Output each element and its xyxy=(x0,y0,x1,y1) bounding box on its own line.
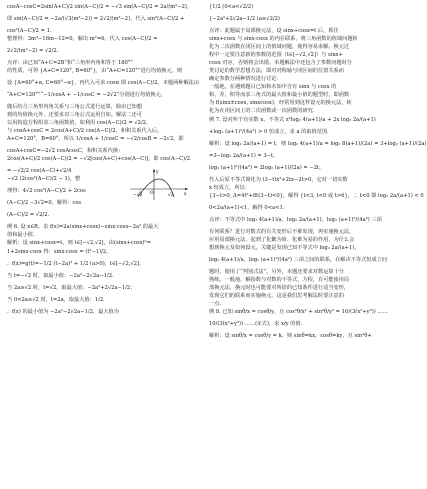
text-line: 当 t=−√2 时，取最小值：−2a²−2√2a−1/2. xyxy=(7,272,114,279)
text-line: 想到换元及如何设元，关键是发现已知不等式中 log₂ 2a/(a+1)， xyxy=(209,244,360,251)
text-line: cosA+cosC=−2√2 cosAcosC，和积关系代换： xyxy=(7,148,124,155)
text-line: {3−t>0, Δ=4t²+8t(3−t)<0}，解得 {t<3, t<0 或 t>6}，∴ t<0 即 log₂ 2a/(a+1) < 0 xyxy=(209,192,424,199)
text-line: (A−C)/2 = √2/2. xyxy=(7,212,50,219)
text-line: 化为在闭区间上的二次函数或一次函数的研究. xyxy=(209,108,315,115)
label-pos-root2: √2 xyxy=(168,193,174,199)
text-line: 点评：此题属于局部换元法，设 sinx+cosx=t 后，抓住 xyxy=(209,28,339,34)
text-line: 设 {A=60°+α, C=60°−α}，再代入可求 cosα 即 cos(A−C)/2，本题两种解法由 xyxy=(7,80,200,87)
text-line: 熟练。一般地，解指数与对数的不等式、方程，有可能使用局 xyxy=(209,276,350,283)
text-line: = −√2/2 cos(A−C)+√2/4 xyxy=(7,168,72,175)
text-line: 整理得：3m⁴−16m−12=0，解出 m²=6，代入 cos(A−C)/2 = xyxy=(7,36,158,43)
text-line: 一点. xyxy=(209,300,222,307)
text-line: 有何联系？进行对数式的有关变形后不难发现，再实施换元法， xyxy=(209,228,355,235)
graph-row xyxy=(7,167,190,223)
text-line: 到的均值换元外，还要求对三角公式运用自如。解法二还可 xyxy=(7,112,142,119)
text-line: 当 0<2a≤√2 时，t=2a，取最大值：1/2. xyxy=(7,296,105,303)
text-line: 10/(3(x²+y²)) ……(②式)，求 x/y 的值. xyxy=(209,320,303,327)
text-line: 与 cosA+cosC = 2cos(A+C)/2 cos(A−C)/2，和积关系代入后， xyxy=(7,128,163,135)
text-line: 即 sin(A−C)/2 = −2a/(√3(m²−2)) = 2√2/(m²−2)，代入 sin²(A−C)/2 + xyxy=(7,16,185,22)
text-line: 理得：4√2 cos²(A−C)/2 + 2cos xyxy=(7,188,86,195)
text-line: 0<2a/(a+1)<1，解得 0<a<1. xyxy=(209,204,285,211)
text-line: 类讨论的数学思想方法，即对对称轴与闭区间的位置关系而 xyxy=(209,68,344,75)
left-column xyxy=(7,3,200,320)
text-line: cosx 对应，否则将会出错。本题解法中还包含了参数问题时分 xyxy=(209,60,352,67)
text-line: 例 7. 设对所于有实数 x，不等式 x²log₂ 4(a+1)/a + 2x log₂ 2a/(a+1) xyxy=(209,116,376,123)
text-line: {1/2 (0<a<√2/2) xyxy=(209,4,254,10)
text-line: 化为二次函数在闭区间上的值域问题，使得容易求解。换元过 xyxy=(209,44,350,51)
text-line: 2cos(A+C)/2 cos(A−C)/2 = −√2[cos(A+C)+cos(A−C)]，即 cos(A−C)/2 xyxy=(7,156,191,163)
text-line: 代入后原不等式简化为 (3−t)x²+2tx−2t>0，它对一切实数 xyxy=(209,176,348,183)
text-line: A+C=120°，B=60°，所以 1/cosA + 1/cosC = −√2/cosB = −2√2，即 xyxy=(7,136,184,143)
text-line: ∴ f(x) 的最小值为 −2a²−2√2a−1/2，最大值为 xyxy=(7,308,119,315)
text-line: 和、差、积等而求三角式的最大值和最小值的题型时，即函数 xyxy=(209,92,350,99)
text-line: (A−C)/2 −3√2=0，解得：cos xyxy=(7,200,82,207)
text-line: 例 6. 设 x∈R，求 f(x)=2a(sinx+cosx)−sinx·cosx−2a² 的最大 xyxy=(7,224,159,231)
text-line: ∴ f(x)=g(t)=−1/2 (t−2a)² + 1/2 (a>0)，t∈[−√2,√2]. xyxy=(7,260,141,267)
text-line: cos²(A−C)/2 = 1. xyxy=(7,28,52,34)
text-line: 一般地，在遇到题目已知和未知中含有 sinx 与 cosx 的 xyxy=(209,84,337,91)
text-line: 解析：设 log₂ 2a/(a+1) = t，则 log₂ 4(a+1)/a = log₂ 8(a+1)/(2a) = 3+log₂ (a+1)/(2a) xyxy=(209,140,427,147)
text-line: 部换元法，换元时也可能要对所给的已知条件进行适当变形， xyxy=(209,284,350,291)
text-line: −√2 (2cos²(A−C)/2 − 1)，整 xyxy=(7,176,81,183)
text-line: +log₂ (a+1)²/(4a²) > 0 恒成立，求 a 的取值范围. xyxy=(209,128,329,135)
parabola-figure xyxy=(128,167,190,201)
text-line: 2√2/(m²−2) = √2/2. xyxy=(7,48,59,55)
text-line: 确定参数分两种情况进行讨论. xyxy=(209,76,279,83)
text-line: 的性质，可得 {A+C=120°, B=60°}，由“A+C=120°”进行均值换元，则 xyxy=(7,68,183,75)
y-axis-arrow xyxy=(153,169,155,172)
text-line: 解析：设 sinx+cosx=t，则 t∈[−√2,√2]，由(sinx+cosx)²= xyxy=(7,240,151,247)
text-line: 当 2a≥√2 时，t=√2，取最大值：−2a²+2√2a−1/2； xyxy=(7,284,136,291)
text-line: 程中一定要注意新的参数的范围（t∈[−√2,√2]）与 sinx+ xyxy=(209,52,343,59)
text-line: 题时，使用了“判别式法”。另外，本题还要求对数运算十分 xyxy=(209,268,344,275)
label-x: x xyxy=(184,192,187,198)
text-line: 为 f(sinx±cosx, sinxcosx)，经常用到这样设元的换元法，转 xyxy=(209,100,352,107)
label-neg-root2: −√2 xyxy=(133,193,143,199)
text-line: 点评：不等式中 log₂ 4(a+1)/a、log₂ 2a/(a+1)、log₂ (a+1)²/(4a²) 三项 xyxy=(209,216,382,223)
x-axis-arrow xyxy=(185,188,188,190)
text-line: 值和最小值. xyxy=(7,232,35,239)
text-line: 点评：由已知“A+C=2B”和“三角形内角和等于 180°” xyxy=(7,60,134,67)
text-line: =3−log₂ 2a/(a+1) = 3−t， xyxy=(209,152,279,159)
parabola-graph xyxy=(128,167,190,201)
text-line: 例 8. 已知 sinθ/x = cosθ/y，且 cos²θ/x² + sin²θ/y² = 10/(3(x²+y²)) …… xyxy=(209,308,388,315)
text-line: sinx+cosx 与 sinx·cosx 的内在联系，将三角函数的值域问题转 xyxy=(209,36,358,43)
text-line: “A+C=120°”“−1/cosA + −1/cosC = −2√2”分别进行均值换元， xyxy=(7,92,166,99)
text-line: 随后结合三角形内角关系与三角公式进行运算，除由已知想 xyxy=(7,104,142,111)
graph-text xyxy=(7,167,124,223)
label-origin: O xyxy=(150,191,154,197)
text-line: log₂ (a+1)²/(4a²) = 2log₂ (a+1)/(2a) = −2t， xyxy=(209,164,325,171)
text-line: 应用局部换元法，起到了化繁为简、化难为易的作用，为什么会 xyxy=(209,236,355,243)
text-line: 以用构造方程组求三角函数值，如利用 cos(A−C)/2 = √2/2， xyxy=(7,120,152,127)
text-line: log₂ 4(a+1)/a，log₂ (a+1)²/(4a²) 三项之间的联系，在解决不等式恒成立问 xyxy=(209,256,387,263)
text-line: 1+2sinx·cosx 得：sinx·cosx = (t²−1)/2， xyxy=(7,248,112,255)
text-line: cosA−cosC=2sin(A+C)/2 sin(A−C)/2 = −√3 sin(A−C)/2 = 2a/(m²−2), xyxy=(7,4,189,10)
text-line: 解析：设 sinθ/x = cosθ/y = k，则 sinθ=kx，cosθ=ky，且 sin²θ+ xyxy=(209,332,372,339)
right-column xyxy=(209,3,427,344)
label-y: y xyxy=(156,170,159,176)
text-line: 发现它们的联系而实施换元，这是我们思考解法时要注意的 xyxy=(209,292,344,299)
text-line: {−2a²+2√2a−1/2 (a≥√2/2) xyxy=(209,16,280,22)
text-line: x 恒成立，所以： xyxy=(209,184,250,191)
